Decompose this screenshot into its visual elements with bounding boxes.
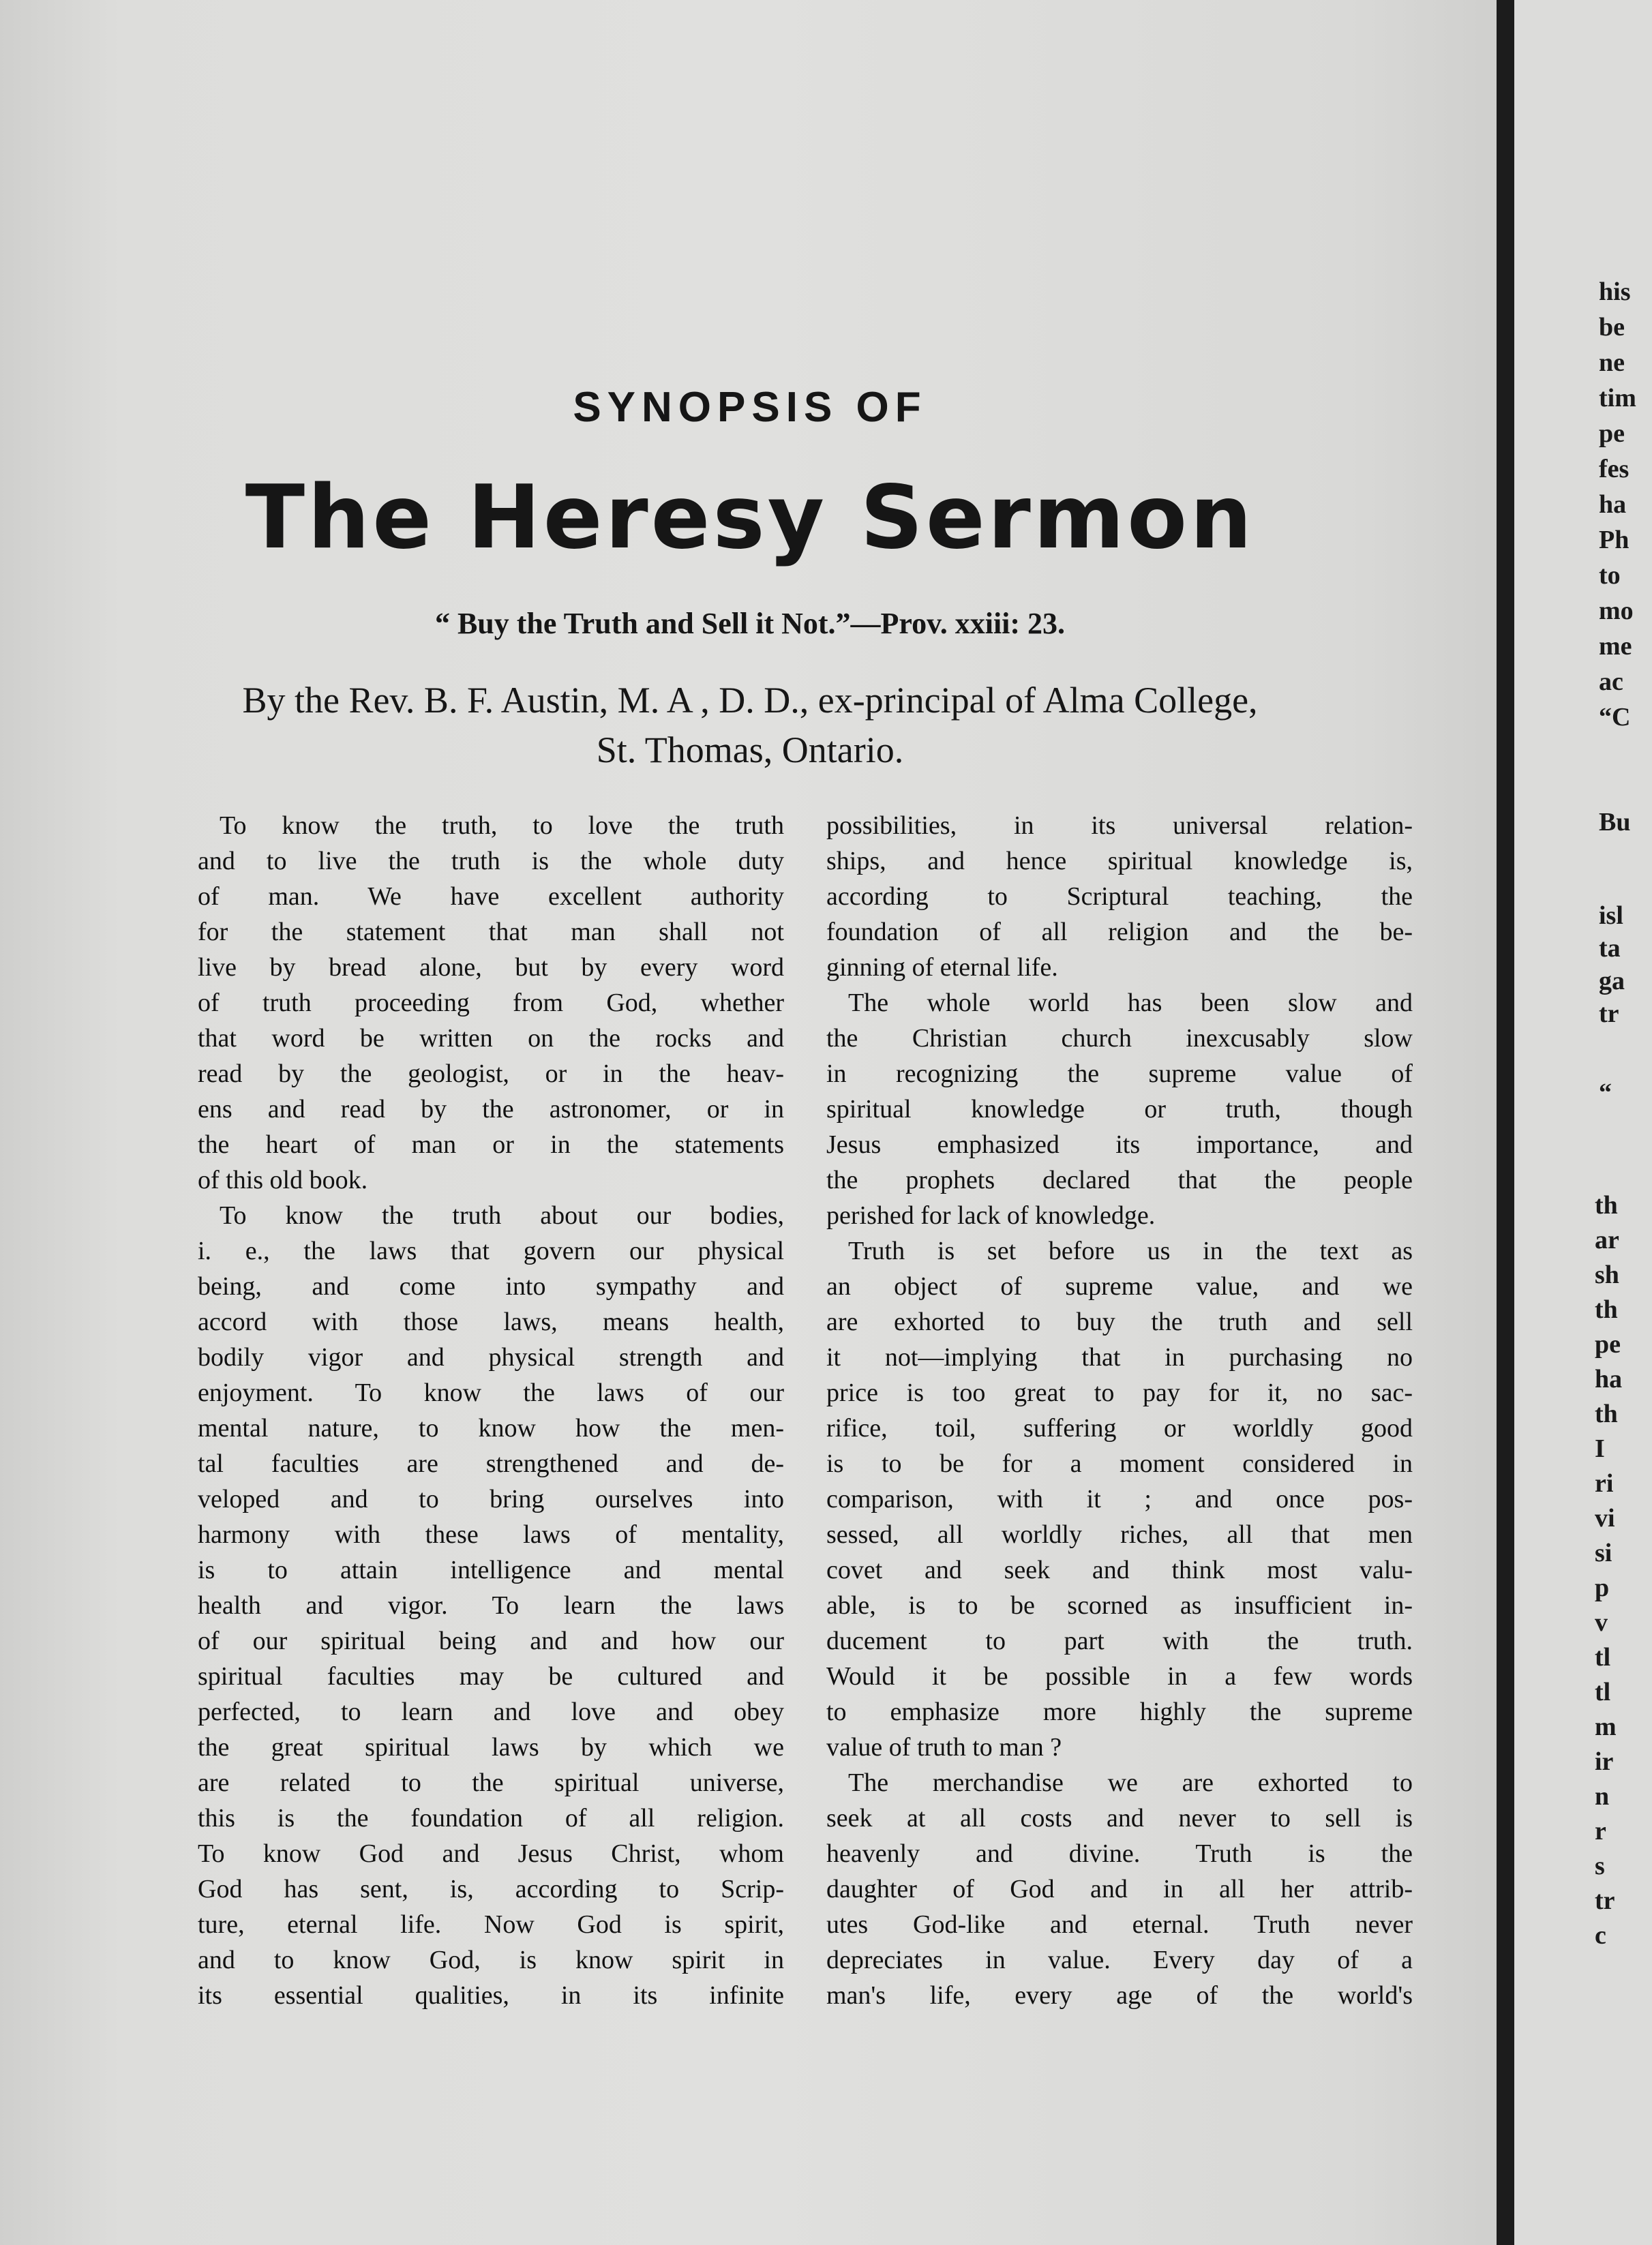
facing-page-fragment: tim bbox=[1599, 384, 1636, 412]
text-line: ducement to part with the truth. bbox=[826, 1627, 1413, 1655]
facing-page-fragment: c bbox=[1595, 1921, 1606, 1950]
facing-page-fragment: ri bbox=[1595, 1469, 1614, 1498]
text-line: Would it be possible in a few words bbox=[826, 1662, 1413, 1691]
text-line: Jesus emphasized its importance, and bbox=[826, 1130, 1413, 1159]
text-line: tal faculties are strengthened and de- bbox=[198, 1449, 784, 1478]
text-line: to emphasize more highly the supreme bbox=[826, 1698, 1413, 1726]
text-line: and to know God, is know spirit in bbox=[198, 1946, 784, 1974]
facing-page-fragment: to bbox=[1599, 561, 1621, 590]
text-line: is to be for a moment considered in bbox=[826, 1449, 1413, 1478]
facing-page-fragment: th bbox=[1595, 1295, 1618, 1324]
text-line: this is the foundation of all religion. bbox=[198, 1804, 784, 1833]
facing-page-fragment: tl bbox=[1595, 1643, 1611, 1672]
text-line: ens and read by the astronomer, or in bbox=[198, 1095, 784, 1124]
article-title: The Heresy Sermon bbox=[245, 467, 1255, 569]
text-line: the great spiritual laws by which we bbox=[198, 1733, 784, 1762]
text-line: that word be written on the rocks and bbox=[198, 1024, 784, 1053]
facing-page-fragment: p bbox=[1595, 1573, 1610, 1602]
facing-page-fragment: ne bbox=[1599, 348, 1625, 377]
text-line: for the statement that man shall not bbox=[198, 918, 784, 946]
text-line: To know the truth about our bodies, bbox=[220, 1201, 784, 1230]
text-line: The merchandise we are exhorted to bbox=[848, 1768, 1413, 1797]
facing-page-fragment: pe bbox=[1595, 1330, 1621, 1359]
text-line: value of truth to man ? bbox=[826, 1733, 1062, 1762]
text-line: rifice, toil, suffering or worldly good bbox=[826, 1414, 1413, 1443]
facing-page-fragment: ta bbox=[1599, 934, 1621, 963]
facing-page-fragment: mo bbox=[1599, 597, 1634, 625]
text-line: is to attain intelligence and mental bbox=[198, 1556, 784, 1584]
text-line: live by bread alone, but by every word bbox=[198, 953, 784, 982]
epigraph: “ Buy the Truth and Sell it Not.”—Prov. xxiii: 23. bbox=[434, 607, 1066, 640]
text-line: enjoyment. To know the laws of our bbox=[198, 1378, 784, 1407]
facing-page-fragment: v bbox=[1595, 1608, 1608, 1637]
text-line: sessed, all worldly riches, all that men bbox=[826, 1520, 1413, 1549]
text-line: To know the truth, to love the truth bbox=[220, 811, 784, 840]
facing-page-fragment: be bbox=[1599, 313, 1625, 342]
text-line: comparison, with it ; and once pos- bbox=[826, 1485, 1413, 1513]
facing-page-fragment: Bu bbox=[1599, 808, 1631, 837]
text-line: are exhorted to buy the truth and sell bbox=[826, 1308, 1413, 1336]
text-line: able, is to be scorned as insufficient in- bbox=[826, 1591, 1413, 1620]
facing-page-fragment: th bbox=[1595, 1400, 1618, 1428]
facing-page-fragment: ir bbox=[1595, 1747, 1614, 1776]
text-line: Truth is set before us in the text as bbox=[848, 1237, 1413, 1265]
text-line: of man. We have excellent authority bbox=[198, 882, 784, 911]
text-line: daughter of God and in all her attrib- bbox=[826, 1875, 1413, 1903]
facing-page-fragment: ga bbox=[1599, 967, 1625, 995]
text-line: ships, and hence spiritual knowledge is, bbox=[826, 847, 1413, 875]
facing-page-fragment: I bbox=[1595, 1434, 1605, 1463]
text-line: harmony with these laws of mentality, bbox=[198, 1520, 784, 1549]
facing-page-fragment: fes bbox=[1599, 455, 1630, 483]
facing-page-fragment: ha bbox=[1595, 1365, 1623, 1393]
facing-page-fragment: tl bbox=[1595, 1678, 1611, 1706]
facing-page-fragment: Ph bbox=[1599, 526, 1630, 554]
text-column-right bbox=[826, 808, 1413, 2013]
text-line: depreciates in value. Every day of a bbox=[826, 1946, 1413, 1974]
facing-page-fragment: r bbox=[1595, 1817, 1606, 1845]
text-line: and to live the truth is the whole duty bbox=[198, 847, 784, 875]
text-line: possibilities, in its universal relation- bbox=[826, 811, 1413, 840]
text-line: read by the geologist, or in the heav- bbox=[198, 1059, 784, 1088]
text-line: perished for lack of knowledge. bbox=[826, 1201, 1156, 1230]
text-line: i. e., the laws that govern our physical bbox=[198, 1237, 784, 1265]
text-line: seek at all costs and never to sell is bbox=[826, 1804, 1413, 1833]
text-line: the prophets declared that the people bbox=[826, 1166, 1413, 1194]
facing-page-fragment: th bbox=[1595, 1191, 1618, 1220]
text-line: an object of supreme value, and we bbox=[826, 1272, 1413, 1301]
facing-page-fragment: ha bbox=[1599, 490, 1627, 519]
text-line: To know God and Jesus Christ, whom bbox=[198, 1839, 784, 1868]
text-line: utes God-like and eternal. Truth never bbox=[826, 1910, 1413, 1939]
text-line: accord with those laws, means health, bbox=[198, 1308, 784, 1336]
text-line: according to Scriptural teaching, the bbox=[826, 882, 1413, 911]
text-line: heavenly and divine. Truth is the bbox=[826, 1839, 1413, 1868]
facing-page-fragment: sh bbox=[1595, 1261, 1619, 1289]
text-line: of this old book. bbox=[198, 1166, 368, 1194]
text-line: spiritual faculties may be cultured and bbox=[198, 1662, 784, 1691]
facing-page-fragment: me bbox=[1599, 632, 1632, 661]
text-line: ginning of eternal life. bbox=[826, 953, 1058, 982]
facing-page-fragment: “ bbox=[1599, 1079, 1612, 1107]
kicker-heading: SYNOPSIS OF bbox=[573, 384, 927, 431]
facing-page-fragment: vi bbox=[1595, 1504, 1615, 1533]
text-line: ture, eternal life. Now God is spirit, bbox=[198, 1910, 784, 1939]
text-line: covet and seek and think most valu- bbox=[826, 1556, 1413, 1584]
text-line: the Christian church inexcusably slow bbox=[826, 1024, 1413, 1053]
text-line: perfected, to learn and love and obey bbox=[198, 1698, 784, 1726]
facing-page-fragment: isl bbox=[1599, 901, 1623, 930]
text-line: of our spiritual being and and how our bbox=[198, 1627, 784, 1655]
text-line: it not—implying that in purchasing no bbox=[826, 1343, 1413, 1372]
text-line: are related to the spiritual universe, bbox=[198, 1768, 784, 1797]
facing-page-fragment: ac bbox=[1599, 667, 1623, 696]
text-line: The whole world has been slow and bbox=[848, 989, 1413, 1017]
text-line: veloped and to bring ourselves into bbox=[198, 1485, 784, 1513]
text-line: health and vigor. To learn the laws bbox=[198, 1591, 784, 1620]
text-line: man's life, every age of the world's bbox=[826, 1981, 1413, 2010]
facing-page-fragment: s bbox=[1595, 1852, 1605, 1880]
text-line: mental nature, to know how the men- bbox=[198, 1414, 784, 1443]
facing-page-fragment: pe bbox=[1599, 419, 1625, 448]
facing-page-fragment: tr bbox=[1595, 1886, 1615, 1915]
text-line: spiritual knowledge or truth, though bbox=[826, 1095, 1413, 1124]
text-line: bodily vigor and physical strength and bbox=[198, 1343, 784, 1372]
byline-line-1: By the Rev. B. F. Austin, M. A , D. D., ex-principal of Alma College, bbox=[242, 680, 1258, 721]
text-line: in recognizing the supreme value of bbox=[826, 1059, 1413, 1088]
text-line: being, and come into sympathy and bbox=[198, 1272, 784, 1301]
facing-page-fragment: his bbox=[1599, 277, 1631, 306]
facing-page-fragment: m bbox=[1595, 1713, 1617, 1741]
page-gutter bbox=[1497, 0, 1514, 2245]
byline-line-2: St. Thomas, Ontario. bbox=[596, 729, 904, 770]
text-line: God has sent, is, according to Scrip- bbox=[198, 1875, 784, 1903]
facing-page-edge bbox=[1514, 0, 1652, 2245]
text-column-left bbox=[198, 808, 784, 2013]
facing-page-fragment: n bbox=[1595, 1782, 1610, 1811]
text-line: foundation of all religion and the be- bbox=[826, 918, 1413, 946]
text-line: the heart of man or in the statements bbox=[198, 1130, 784, 1159]
facing-page-fragment: tr bbox=[1599, 999, 1619, 1028]
text-line: price is too great to pay for it, no sac- bbox=[826, 1378, 1413, 1407]
facing-page-fragment: “C bbox=[1599, 703, 1631, 732]
facing-page-fragment: ar bbox=[1595, 1226, 1619, 1254]
text-line: of truth proceeding from God, whether bbox=[198, 989, 784, 1017]
text-line: its essential qualities, in its infinite bbox=[198, 1981, 784, 2010]
facing-page-fragment: si bbox=[1595, 1539, 1612, 1567]
